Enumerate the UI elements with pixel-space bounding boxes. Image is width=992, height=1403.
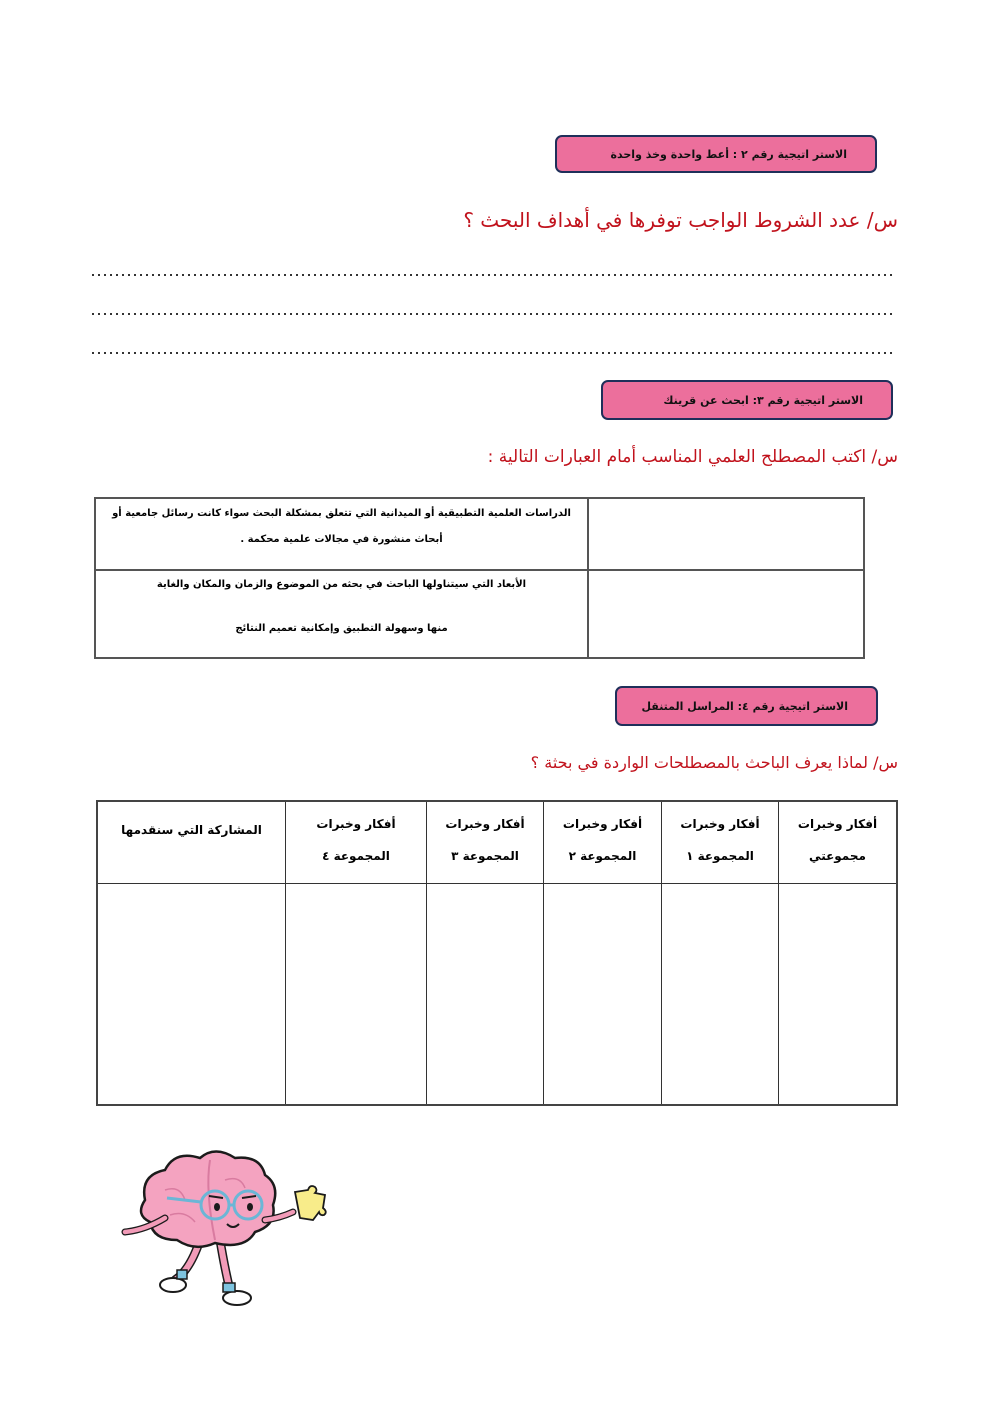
strategy-2-banner [555, 135, 877, 173]
header-group-1: أفكار وخبرات المجموعة ١ [662, 801, 779, 883]
group-3-cell[interactable] [427, 883, 544, 1105]
header-group-4: أفكار وخبرات المجموعة ٤ [286, 801, 427, 883]
contribution-cell[interactable] [97, 883, 286, 1105]
statement-line: أبحاث منشورة في مجالات علمية محكمة . [240, 534, 443, 545]
my-group-cell[interactable] [779, 883, 898, 1105]
table-row [97, 883, 897, 1105]
term-answer-cell[interactable] [588, 570, 864, 658]
group-2-cell[interactable] [544, 883, 662, 1105]
statement-line: منها وسهولة التطبيق وإمكانية تعميم النتائج [235, 623, 448, 634]
statement-line: الأبعاد التي سيتناولها الباحث في بحثه من الموضوع والزمان والمكان والغاية [156, 579, 527, 590]
header-group-2: أفكار وخبرات المجموعة ٢ [544, 801, 662, 883]
answer-line-1[interactable] [90, 274, 896, 276]
strategy-3-label: الاستر اتيجية رقم ٣: ابحث عن قرينك [663, 393, 863, 407]
strategy-2-label: الاستر اتيجية رقم ٢ : أعط واحدة وخذ واحدة [610, 147, 847, 161]
statement-cell [95, 570, 588, 658]
strategy-3-banner [601, 380, 893, 420]
group-1-cell[interactable] [662, 883, 779, 1105]
group-4-cell[interactable] [286, 883, 427, 1105]
statement-cell [95, 498, 588, 570]
term-answer-cell[interactable] [588, 498, 864, 570]
question-2: س/ اكتب المصطلح العلمي المناسب أمام العبارات التالية : [487, 447, 898, 467]
header-our-contribution: المشاركة التي سنقدمها [97, 801, 286, 883]
header-my-group: أفكار وخبرات مجموعتي [779, 801, 898, 883]
table-row [95, 498, 864, 570]
terms-table [94, 497, 865, 659]
header-row [97, 801, 897, 883]
running-brain-icon [105, 1140, 340, 1315]
answer-line-2[interactable] [90, 313, 896, 315]
strategy-4-label: الاستر اتيجية رقم ٤: المراسل المتنقل [641, 699, 848, 713]
answer-line-3[interactable] [90, 352, 896, 354]
statement-line: الدراسات العلمية التطبيقية أو الميدانية التي تتعلق بمشكلة البحث سواء كانت رسائل جامعية أو [112, 508, 571, 519]
table-row [95, 570, 864, 658]
question-1: س/ عدد الشروط الواجب توفرها في أهداف البحث ؟ [463, 208, 898, 232]
question-3: س/ لماذا يعرف الباحث بالمصطلحات الواردة في بحثة ؟ [530, 753, 898, 772]
groups-table [96, 800, 898, 1106]
header-group-3: أفكار وخبرات المجموعة ٣ [427, 801, 544, 883]
strategy-4-banner [615, 686, 878, 726]
